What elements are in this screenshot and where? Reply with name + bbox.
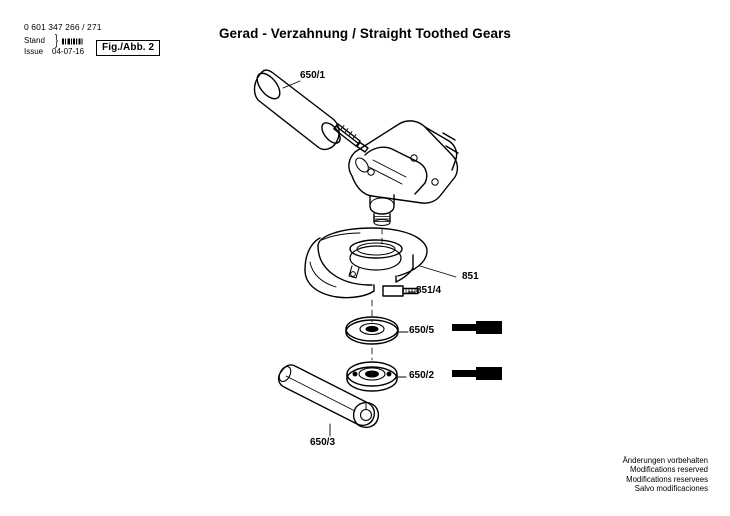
header-row-stand-label: Stand	[24, 35, 45, 45]
page-title: Gerad - Verzahnung / Straight Toothed Gears	[218, 26, 512, 41]
figure-number-badge: Fig./Abb. 2	[96, 40, 160, 56]
part-side-handle	[253, 69, 368, 152]
part-pin-spanner	[277, 365, 378, 428]
footer-line-fr: Modifications reservees	[626, 474, 708, 484]
footer-disclaimer	[623, 456, 708, 494]
part-grinder-body	[349, 121, 458, 226]
footer-line-en: Modifications reserved	[629, 465, 708, 475]
material-swatch-650-5	[452, 321, 502, 334]
part-clamp-screw	[383, 286, 418, 296]
curly-brace-icon: }	[55, 32, 59, 49]
part-number: 0 601 347 266 / 271	[24, 22, 102, 32]
footer-line-es: Salvo modificaciones	[634, 484, 708, 494]
callout-851-4: 851/4	[416, 285, 442, 296]
callout-650-2: 650/2	[409, 370, 435, 381]
callout-650-5: 650/5	[409, 325, 435, 336]
header-row-issue-label: Issue	[24, 46, 44, 56]
footer-line-de: Änderungen vorbehalten	[622, 455, 708, 465]
callout-650-3: 650/3	[310, 437, 336, 448]
callout-851: 851	[462, 271, 479, 282]
header-row-issue-value: 04-07-16	[52, 46, 85, 56]
leader-851	[420, 266, 456, 277]
part-clamping-nut	[347, 362, 397, 391]
part-wheel-guard	[305, 228, 427, 298]
material-swatch-650-2	[452, 367, 502, 380]
callout-650-1: 650/1	[300, 70, 326, 81]
